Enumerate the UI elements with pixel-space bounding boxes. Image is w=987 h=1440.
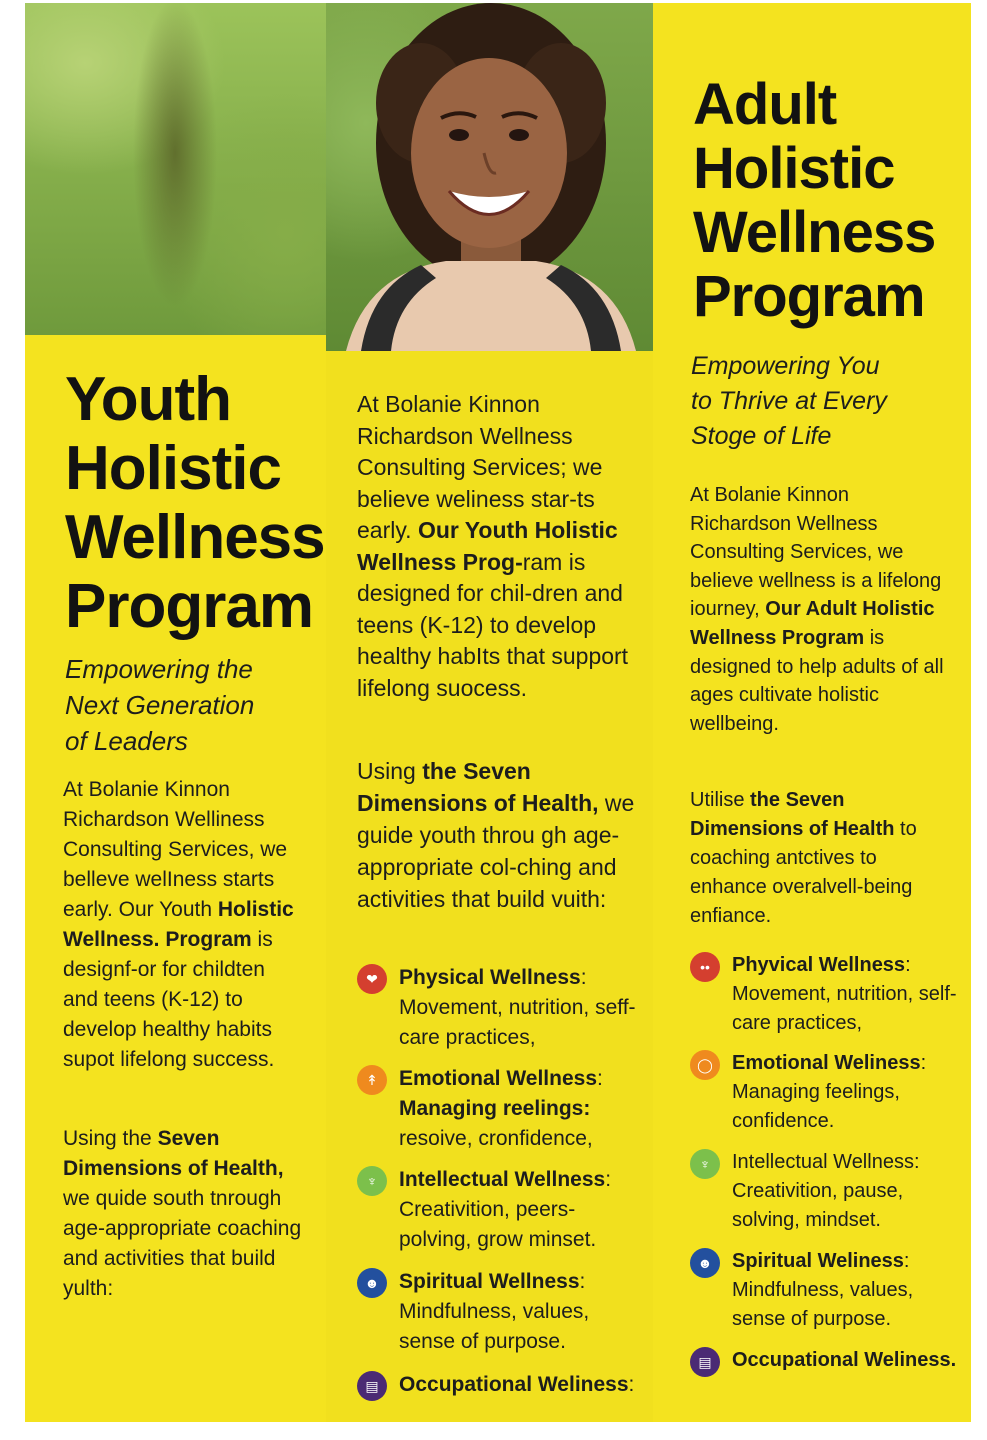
item-bold-description: Managing reelings: [399,1097,591,1120]
list-item [357,1370,647,1400]
list-item [690,1049,965,1148]
adult-title-line: Adult [693,72,837,137]
list-item [690,1148,965,1247]
adult-subtitle-line: to Thrive at Every [691,387,887,415]
youth-title-line: Youth [65,365,232,434]
youth-title [65,365,326,641]
list-item [357,1165,647,1267]
list-item [690,1346,965,1375]
lightbulb-icon: ♆ [690,1149,720,1179]
item-label: Physical Wellness [399,966,581,989]
list-item [357,963,647,1064]
adult-subtitle-line: Empowering You [691,352,880,380]
item-description: Movement, nutrition, seff-care practices, [399,996,636,1049]
person-icon: ☻ [357,1268,387,1298]
youth-using-text: we quide south tnrough age-appropriate coaching and activities that build yulth: [63,1187,302,1300]
item-description: Creativition, pause, solving, mindset. [732,1180,904,1231]
dots-icon: •• [690,952,720,982]
adult-subtitle-line: Stoge of Life [691,422,832,450]
sprout-icon: ↟ [357,1065,387,1095]
item-separator: : [580,966,587,989]
adult-title-line: Program [693,264,925,329]
heart-icon: ❤ [357,964,387,994]
adult-intro-paragraph [690,481,945,738]
item-label: Intellectual Wellness [399,1168,606,1191]
item-description: Mindfulness, values, sense of purpose. [732,1279,914,1330]
item-label: Spiritual Weliness [732,1250,904,1272]
item-separator: : [597,1067,603,1090]
youth-title-line: Holistic [65,434,281,503]
adult-intro-bold: Our Adult Holistic Wellness Program [690,598,935,649]
blurred-greenery-photo [25,3,326,335]
youth-intro-text: is designf-or for childten and teens (K-12) to develop healthy habits supot lifelong success. [63,928,275,1071]
lightbulb-icon: ♆ [357,1166,387,1196]
item-description: Movement, nutrition, self-care practices, [732,983,957,1034]
list-item [690,1247,965,1346]
youth-panel [25,3,326,1422]
youth-subtitle-line: of Leaders [65,726,188,756]
item-label: Spiritual Wellness [399,1270,580,1293]
youth-using-text: Using the [63,1127,158,1150]
smiling-student-photo [326,3,653,351]
list-item [357,1064,647,1165]
middle-using-bold: the Seven Dimensions of Health, [357,758,599,816]
adult-panel [653,3,971,1422]
adult-intro-text: is designed to help adults of all ages cultivate holistic wellbeing. [690,626,944,735]
item-separator: : [913,1151,920,1173]
middle-intro-paragraph [357,389,647,704]
item-separator: : [579,1270,586,1293]
list-item [690,951,965,1049]
middle-intro-text: ram is designed for chil-dren and teens (K-12) to develop healthy habIts that support lifelong suocess. [357,548,629,701]
youth-title-line: Program [65,572,313,641]
item-label: Phyvical Wellness [732,954,906,976]
youth-intro-text: At Bolanie Kinnon Richardson Welliness Consulting Services, we belleve welIness starts early. Our Youth [63,778,288,921]
item-description: Mindfulness, values, sense of purpose. [399,1300,590,1353]
adult-dimensions-list [690,951,965,1375]
item-label: Emotional Wellness [399,1067,597,1090]
youth-subtitle-line: Empowering the [65,654,253,684]
middle-using-text: we guide youth throu gh age-appropriate col-ching and activities that build vuith: [357,790,635,912]
item-label: Occupational Weliness. [732,1349,957,1371]
youth-title-line: Wellness [65,503,325,572]
student-portrait-illustration [326,3,653,351]
briefcase-icon: ▤ [357,1371,387,1401]
item-separator: : [605,1168,612,1191]
item-description: Creativition, peers-polving, grow minset. [399,1198,597,1251]
briefcase-icon: ▤ [690,1347,720,1377]
adult-using-text: to coaching antctives to enhance overalvell-being enfiance. [690,818,917,927]
list-item [357,1267,647,1370]
youth-intro-bold: Holistic Wellness. Program [63,898,294,951]
item-separator: : [905,954,911,976]
adult-using-text: Utilise [690,789,751,811]
item-description: Managing feelings, confidence. [732,1081,900,1132]
adult-using-bold: the Seven Dimensions of Health [690,789,895,840]
item-separator: : [903,1250,910,1272]
adult-intro-text: At Bolanie Kinnon Richardson Wellness Consulting Services, we believe wellness is a lifelong iourney, [690,484,942,621]
adult-title-line: Holistic [693,136,895,201]
adult-subtitle [691,349,961,454]
item-label: Intellectual Wellness [732,1151,914,1173]
item-label: Emotional Weliness [732,1052,921,1074]
item-separator: : [920,1052,927,1074]
middle-seven-dimensions-paragraph [357,755,647,915]
adult-seven-dimensions-paragraph [690,786,945,931]
adult-title [693,73,968,329]
item-separator: : [628,1373,635,1396]
middle-using-text: Using [357,758,423,784]
middle-intro-text: At Bolanie Kinnon Richardson Wellness Consulting Services; we believe weliness star-ts early. [357,391,603,543]
youth-intro-paragraph [63,775,301,1075]
youth-subtitle [65,651,315,759]
person-icon: ☻ [690,1248,720,1278]
youth-seven-dimensions-paragraph [63,1124,308,1304]
youth-using-bold: Seven Dimensions of Health, [63,1127,284,1180]
item-description: resoive, cronfidence, [399,1127,593,1150]
adult-title-line: Wellness [693,200,936,265]
middle-dimensions-list [357,963,647,1400]
middle-intro-bold: Our Youth Holistic Wellness Prog- [357,517,618,575]
youth-subtitle-line: Next Generation [65,690,255,720]
item-label: Occupational Weliness [399,1373,629,1396]
ring-icon: ◯ [690,1050,720,1080]
middle-panel [326,3,653,1422]
